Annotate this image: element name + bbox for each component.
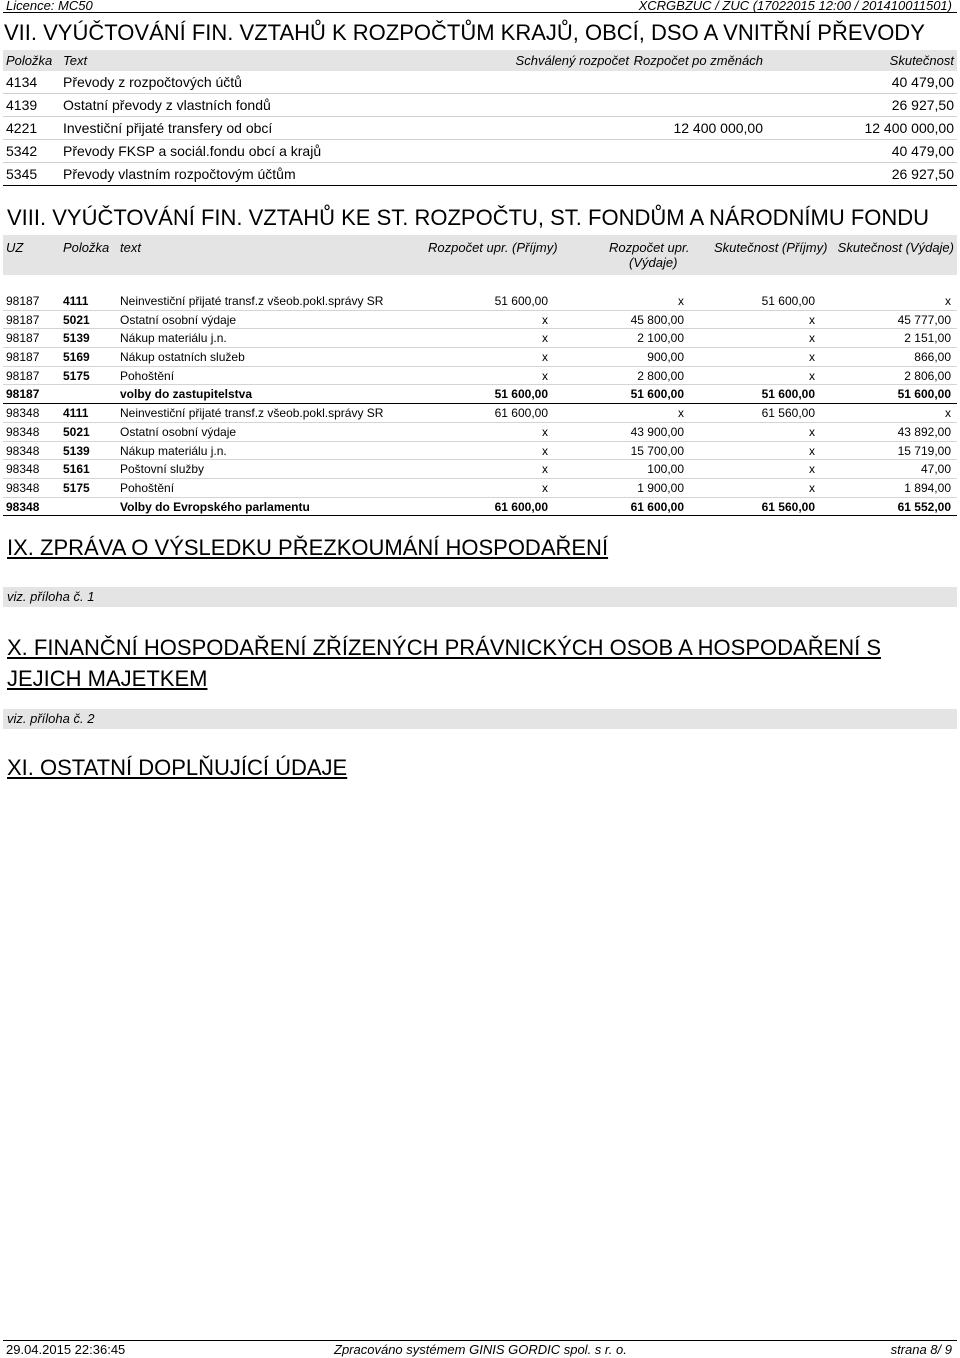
cell-skut-prijmy: 51 600,00 [761,387,815,402]
section-7-table-body [3,71,957,186]
footer-page: strana 8/ 9 [890,1342,952,1357]
cell-text: Převody z rozpočtových účtů [63,74,242,90]
section-7-table [3,50,957,186]
table-row [3,367,957,386]
table-row [3,117,957,140]
cell-polozka: 4111 [63,406,89,421]
cell-po-zmenach: 12 400 000,00 [673,120,763,136]
cell-uz: 98348 [6,499,40,514]
cell-skut-vydaje: 43 892,00 [897,424,951,439]
cell-text: Ostatní osobní výdaje [120,312,237,327]
cell-uz: 98187 [6,331,40,346]
cell-skutecnost: 26 927,50 [891,166,954,182]
cell-rozpocet-vydaje: 2 800,00 [637,368,684,383]
cell-polozka: 5021 [63,312,90,327]
col-rozpocet-prijmy: Rozpočet upr. (Příjmy) [428,240,558,255]
cell-skut-prijmy: x [809,368,815,383]
cell-rozpocet-vydaje: 900,00 [647,350,684,365]
cell-rozpocet-prijmy: 61 600,00 [494,406,548,421]
cell-rozpocet-vydaje: x [678,406,684,421]
cell-rozpocet-vydaje: 61 600,00 [630,499,684,514]
section-9-note: viz. příloha č. 1 [7,589,95,604]
cell-uz: 98348 [6,480,40,495]
section-10-title [7,632,881,694]
table-row [3,404,957,423]
header-spacer [3,275,957,292]
col-skutecnost: Skutečnost [889,53,954,68]
cell-rozpocet-prijmy: 61 600,00 [494,499,548,514]
col-polozka: Položka [63,240,110,255]
cell-text: Neinvestiční přijaté transf.z všeob.pokl.správy SR [120,294,384,308]
col-text: text [120,240,141,255]
cell-polozka: 5161 [63,462,90,477]
cell-rozpocet-prijmy: x [542,350,548,365]
table-row [3,71,957,94]
footer-divider [3,1340,957,1341]
cell-polozka: 5139 [63,331,90,346]
cell-polozka: 4134 [6,74,38,90]
cell-skut-prijmy: x [809,480,815,495]
cell-text: Pohoštění [120,480,175,495]
cell-skut-vydaje: 2 151,00 [904,331,951,346]
col-uz: UZ [6,240,24,255]
table-row [3,163,957,186]
cell-rozpocet-prijmy: x [542,480,548,495]
cell-rozpocet-prijmy: x [542,331,548,346]
cell-skutecnost: 40 479,00 [891,74,954,90]
cell-polozka: 5139 [63,443,90,458]
table-row [3,311,957,330]
table-row [3,140,957,163]
cell-skut-prijmy: x [809,424,815,439]
cell-skut-vydaje: 1 894,00 [904,480,951,495]
cell-rozpocet-vydaje: 2 100,00 [637,331,684,346]
section-8-title: VIII. VYÚČTOVÁNÍ FIN. VZTAHŮ KE ST. ROZPOČTU, ST. FONDŮM A NÁRODNÍMU FONDU [7,205,930,230]
cell-skut-prijmy: x [809,443,815,458]
cell-rozpocet-prijmy: x [542,443,548,458]
cell-skut-vydaje: x [945,406,951,421]
table-row [3,348,957,367]
table-row [3,423,957,442]
cell-text: Investiční přijaté transfery od obcí [63,120,273,136]
cell-text: volby do zastupitelstva [120,387,253,402]
cell-rozpocet-prijmy: x [542,368,548,383]
cell-skut-vydaje: 51 600,00 [897,387,951,402]
cell-rozpocet-vydaje: x [678,294,684,308]
cell-skut-vydaje: 45 777,00 [897,312,951,327]
cell-polozka: 5342 [6,143,38,159]
cell-uz: 98348 [6,462,40,477]
cell-skutecnost: 12 400 000,00 [864,120,954,136]
cell-skut-prijmy: x [809,350,815,365]
cell-text: Volby do Evropského parlamentu [120,499,310,514]
cell-skut-vydaje: 61 552,00 [897,499,951,514]
cell-skut-prijmy: 61 560,00 [761,499,815,514]
col-skut-vydaje: Skutečnost (Výdaje) [837,240,954,255]
cell-uz: 98187 [6,387,40,402]
cell-skut-prijmy: 51 600,00 [761,294,815,308]
section-10-note-bar [3,709,957,729]
cell-rozpocet-vydaje: 51 600,00 [630,387,684,402]
cell-skut-prijmy: 61 560,00 [761,406,815,421]
cell-skut-prijmy: x [809,312,815,327]
footer-datetime: 29.04.2015 22:36:45 [6,1342,126,1357]
cell-text: Poštovní služby [120,462,205,477]
col-rozpocet-vydaje-line2: (Výdaje) [629,255,678,270]
table-sum-row [3,385,957,404]
cell-skut-vydaje: 15 719,00 [897,443,951,458]
section-7-table-header [3,50,957,71]
cell-rozpocet-prijmy: 51 600,00 [494,294,548,308]
table-sum-row [3,498,957,517]
licence-label: Licence: MC50 [6,0,93,13]
cell-rozpocet-prijmy: 51 600,00 [494,387,548,402]
cell-skut-prijmy: x [809,462,815,477]
table-row [3,442,957,461]
cell-text: Nákup materiálu j.n. [120,443,227,458]
cell-uz: 98348 [6,406,40,421]
cell-uz: 98348 [6,443,40,458]
cell-skut-prijmy: x [809,331,815,346]
cell-polozka: 4111 [63,294,89,308]
cell-skut-vydaje: 2 806,00 [904,368,951,383]
cell-text: Ostatní převody z vlastních fondů [63,97,271,113]
cell-skut-vydaje: 866,00 [914,350,951,365]
cell-polozka: 5169 [63,350,90,365]
header-divider [3,12,957,13]
cell-polozka: 5345 [6,166,38,182]
cell-uz: 98187 [6,312,40,327]
cell-text: Nákup materiálu j.n. [120,331,227,346]
section-9-note-bar [3,587,957,607]
cell-polozka: 4139 [6,97,38,113]
cell-polozka: 4221 [6,120,38,136]
cell-rozpocet-vydaje: 45 800,00 [630,312,684,327]
cell-rozpocet-prijmy: x [542,462,548,477]
cell-text: Nákup ostatních služeb [120,350,245,365]
section-8-table-header [3,235,957,275]
table-row [3,292,957,311]
section-11-title: XI. OSTATNÍ DOPLŇUJÍCÍ ÚDAJE [7,755,348,780]
cell-skut-vydaje: x [945,294,951,308]
col-rozpocet-vydaje-line1: Rozpočet upr. [609,240,690,255]
table-row [3,479,957,498]
cell-rozpocet-vydaje: 1 900,00 [637,480,684,495]
cell-rozpocet-vydaje: 15 700,00 [630,443,684,458]
cell-skut-vydaje: 47,00 [920,462,951,477]
report-id: XCRGBZUC / ZUC (17022015 12:00 / 201410011501) [638,0,952,13]
cell-rozpocet-vydaje: 100,00 [647,462,684,477]
cell-uz: 98187 [6,368,40,383]
section-10-title-line2: JEJICH MAJETKEM [7,666,208,691]
footer-system: Zpracováno systémem GINIS GORDIC spol. s r. o. [334,1342,627,1357]
section-10-title-line1: X. FINANČNÍ HOSPODAŘENÍ ZŘÍZENÝCH PRÁVNICKÝCH OSOB A HOSPODAŘENÍ S [7,635,882,660]
section-9-title: IX. ZPRÁVA O VÝSLEDKU PŘEZKOUMÁNÍ HOSPODAŘENÍ [7,535,609,560]
cell-skutecnost: 40 479,00 [891,143,954,159]
section-8-table-body [3,292,957,516]
table-row [3,94,957,117]
cell-skutecnost: 26 927,50 [891,97,954,113]
cell-text: Převody FKSP a sociál.fondu obcí a krajů [63,143,322,159]
section-10-note: viz. příloha č. 2 [7,711,95,726]
cell-text: Ostatní osobní výdaje [120,424,237,439]
cell-uz: 98187 [6,350,40,365]
cell-uz: 98187 [6,294,40,308]
cell-uz: 98348 [6,424,40,439]
col-text: Text [63,53,88,68]
section-8-table [3,235,957,516]
cell-text: Pohoštění [120,368,175,383]
cell-rozpocet-prijmy: x [542,424,548,439]
table-row [3,460,957,479]
table-row [3,329,957,348]
cell-polozka: 5175 [63,480,90,495]
section-7-title: VII. VYÚČTOVÁNÍ FIN. VZTAHŮ K ROZPOČTŮM KRAJŮ, OBCÍ, DSO A VNITŘNÍ PŘEVODY [4,20,925,45]
cell-rozpocet-vydaje: 43 900,00 [630,424,684,439]
col-polozka: Položka [6,53,53,68]
col-skut-prijmy: Skutečnost (Příjmy) [714,240,828,255]
cell-rozpocet-prijmy: x [542,312,548,327]
col-po-zmenach: Rozpočet po změnách [633,53,763,68]
cell-polozka: 5021 [63,424,90,439]
cell-text: Neinvestiční přijaté transf.z všeob.pokl.správy SR [120,406,384,421]
col-schvaleny: Schválený rozpočet [515,53,629,68]
cell-text: Převody vlastním rozpočtovým účtům [63,166,296,182]
cell-polozka: 5175 [63,368,90,383]
